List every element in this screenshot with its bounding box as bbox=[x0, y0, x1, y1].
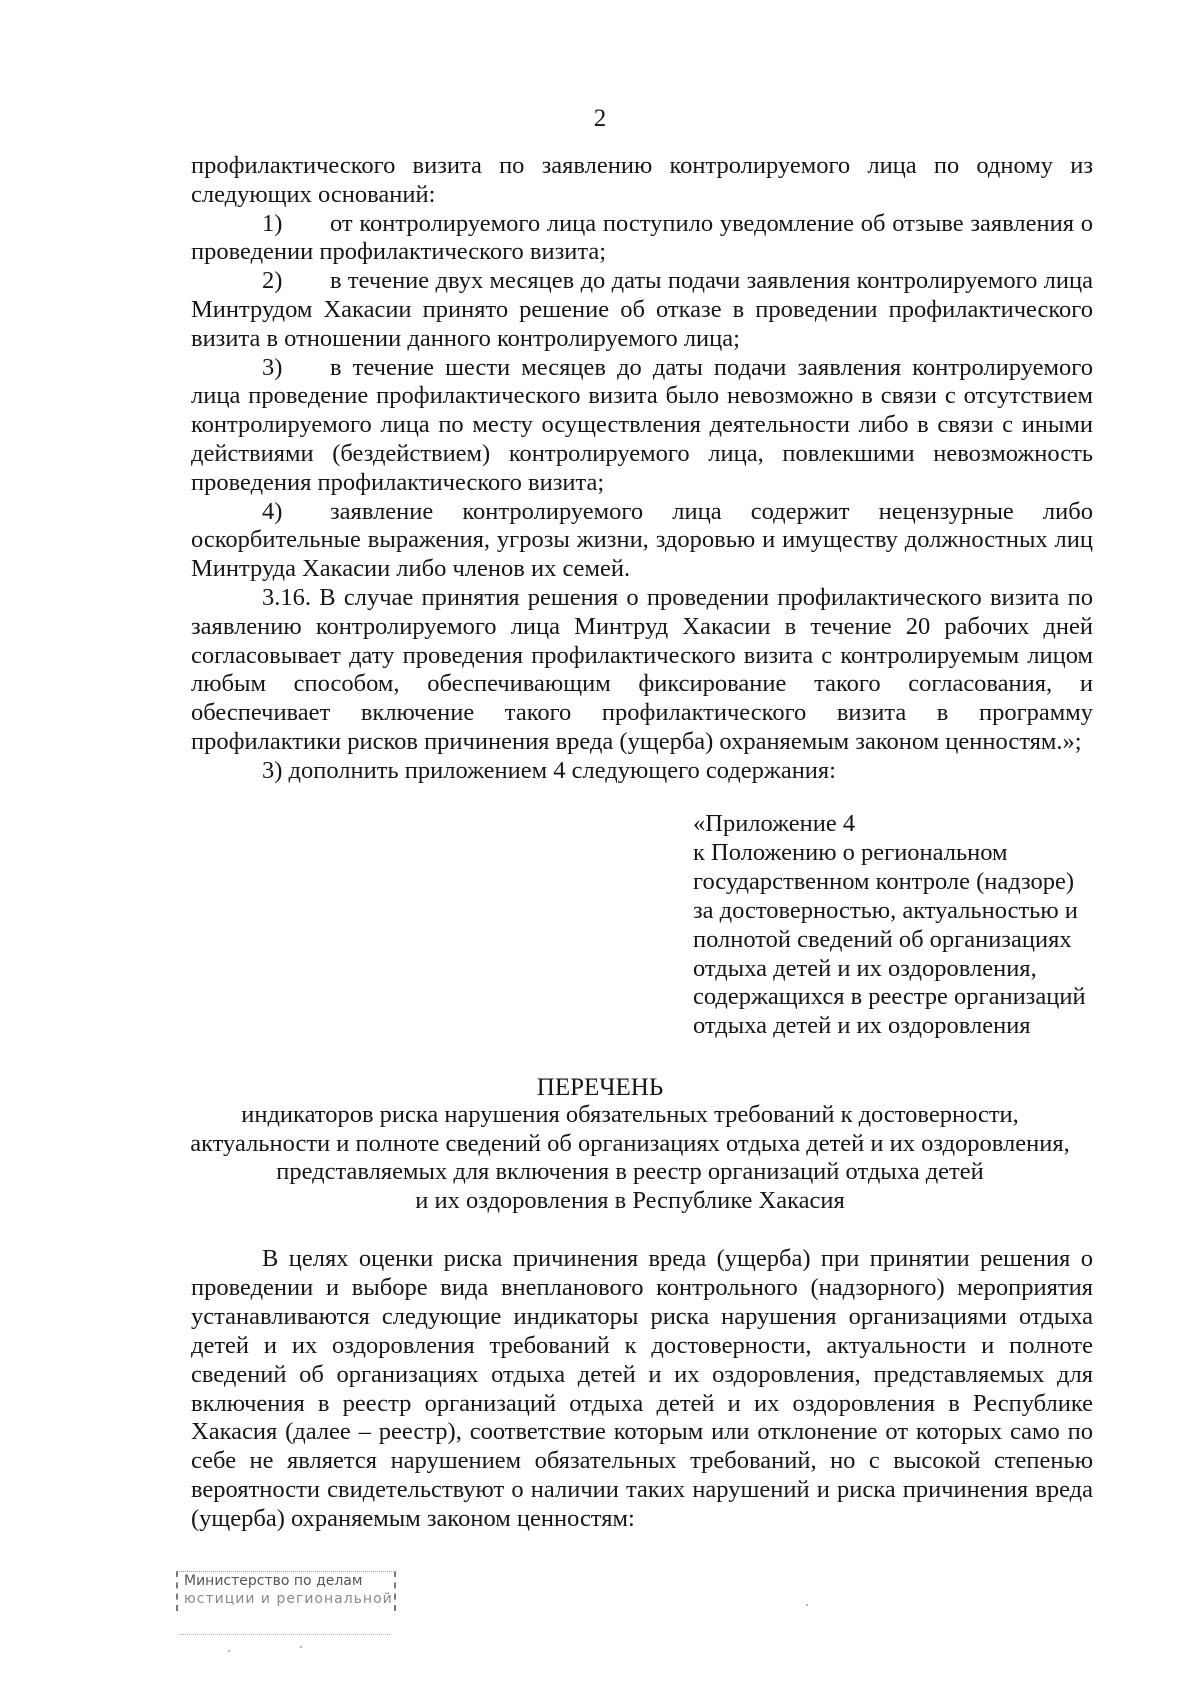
intro-paragraph: В целях оценки риска причинения вреда (ущерба) при принятии решения о проведении и выборе вида внепланового контрольного (надзорного) мероприятия устанавливаются следующие индикаторы риска нарушения организациями отдыха детей и их оздоровления требований к достоверности, актуальности и полноте сведений об организациях отдыха детей и их оздоровления, представляемых для включения в реестр организаций отдыха детей и их оздоровления в Республике Хакасия (далее – реестр), соответствие которым или отклонение от которых само по себе не является нарушением обязательных требований, но с высокой степенью вероятности свидетельствуют о наличии таких нарушений и риска причинения вреда (ущерба) охраняемым законом ценностям: bbox=[191, 1245, 1093, 1533]
list-item-text: в течение двух месяцев до даты подачи заявления контролируемого лица Минтрудом Хакасии принято решение об отказе в проведении профилактического визита в отношении данного контролируемого лица; bbox=[191, 267, 1093, 352]
list-item bbox=[191, 210, 1093, 268]
body-text bbox=[191, 152, 1093, 786]
intro-section bbox=[191, 1245, 1093, 1534]
list-item-text: в течение шести месяцев до даты подачи заявления контролируемого лица проведение профилактического визита было невозможно в связи с отсутствием контролируемого лица по месту осуществления деятельности либо в связи с иными действиями (бездействием) контролируемого лица, повлекшими невозможность проведения профилактического визита; bbox=[191, 353, 1093, 496]
subtitle-line: актуальности и полноте сведений об организациях отдыха детей и их оздоровления, bbox=[190, 1129, 1070, 1157]
subtitle-line: и их оздоровления в Республике Хакасия bbox=[415, 1186, 845, 1214]
scan-speck bbox=[228, 1650, 230, 1652]
list-item-text: заявление контролируемого лица содержит нецензурные либо оскорбительные выражения, угрозы жизни, здоровью и имуществу должностных лиц Минтруда Хакасии либо членов их семей. bbox=[191, 497, 1093, 583]
list-item-number: 1) bbox=[262, 209, 283, 237]
appendix-header bbox=[693, 810, 1113, 1041]
list-item-text: от контролируемого лица поступило уведомление об отзыве заявления о проведении профилактического визита; bbox=[191, 209, 1093, 266]
stamp-line: юстиции и региональной bbox=[184, 1591, 393, 1607]
appendix-line: к Положению о региональном bbox=[693, 838, 1008, 866]
list-title: ПЕРЕЧЕНЬ bbox=[536, 1074, 664, 1101]
appendix-line: полнотой сведений об организациях bbox=[693, 925, 1072, 953]
appendix-line: отдыха детей и их оздоровления, bbox=[693, 954, 1037, 982]
page-number: 2 bbox=[593, 105, 607, 132]
appendix-line: «Приложение 4 bbox=[693, 810, 856, 837]
list-item bbox=[191, 267, 1093, 353]
subtitle-line: индикаторов риска нарушения обязательных требований к достоверности, bbox=[241, 1101, 1019, 1128]
subtitle-line: представляемых для включения в реестр организаций отдыха детей bbox=[276, 1158, 984, 1186]
list-item-number: 3) bbox=[262, 353, 283, 381]
list-item-number: 2) bbox=[262, 267, 283, 295]
paragraph-3-16: 3.16. В случае принятия решения о проведении профилактического визита по заявлению контролируемого лица Минтруд Хакасии в течение 20 рабочих дней согласовывает дату проведения профилактического визита с контролируемым лицом любым способом, обеспечивающим фиксирование такого согласования, и обеспечивает включение такого профилактического визита в программу профилактики рисков причинения вреда (ущерба) охраняемым законом ценностям.»; bbox=[191, 583, 1093, 755]
appendix-line: содержащихся в реестре организаций bbox=[693, 983, 1086, 1011]
list-item-number: 4) bbox=[262, 497, 283, 525]
appendix-line: отдыха детей и их оздоровления bbox=[693, 1012, 1031, 1040]
list-item bbox=[191, 498, 1093, 584]
paragraph-continuation: профилактического визита по заявлению контролируемого лица по одному из следующих оснований: bbox=[191, 152, 1093, 208]
scan-speck bbox=[806, 1604, 808, 1606]
appendix-line: за достоверностью, актуальностью и bbox=[693, 896, 1078, 924]
paragraph-amendment-3: 3) дополнить приложением 4 следующего содержания: bbox=[262, 756, 836, 784]
registration-stamp bbox=[176, 1571, 396, 1611]
scan-speck bbox=[300, 1646, 302, 1648]
list-item bbox=[191, 354, 1093, 498]
appendix-line: государственном контроле (надзоре) bbox=[693, 867, 1075, 895]
stamp-line: Министерство по делам bbox=[184, 1573, 363, 1589]
stamp-smudge bbox=[180, 1622, 390, 1635]
list-subtitle bbox=[150, 1101, 1110, 1215]
